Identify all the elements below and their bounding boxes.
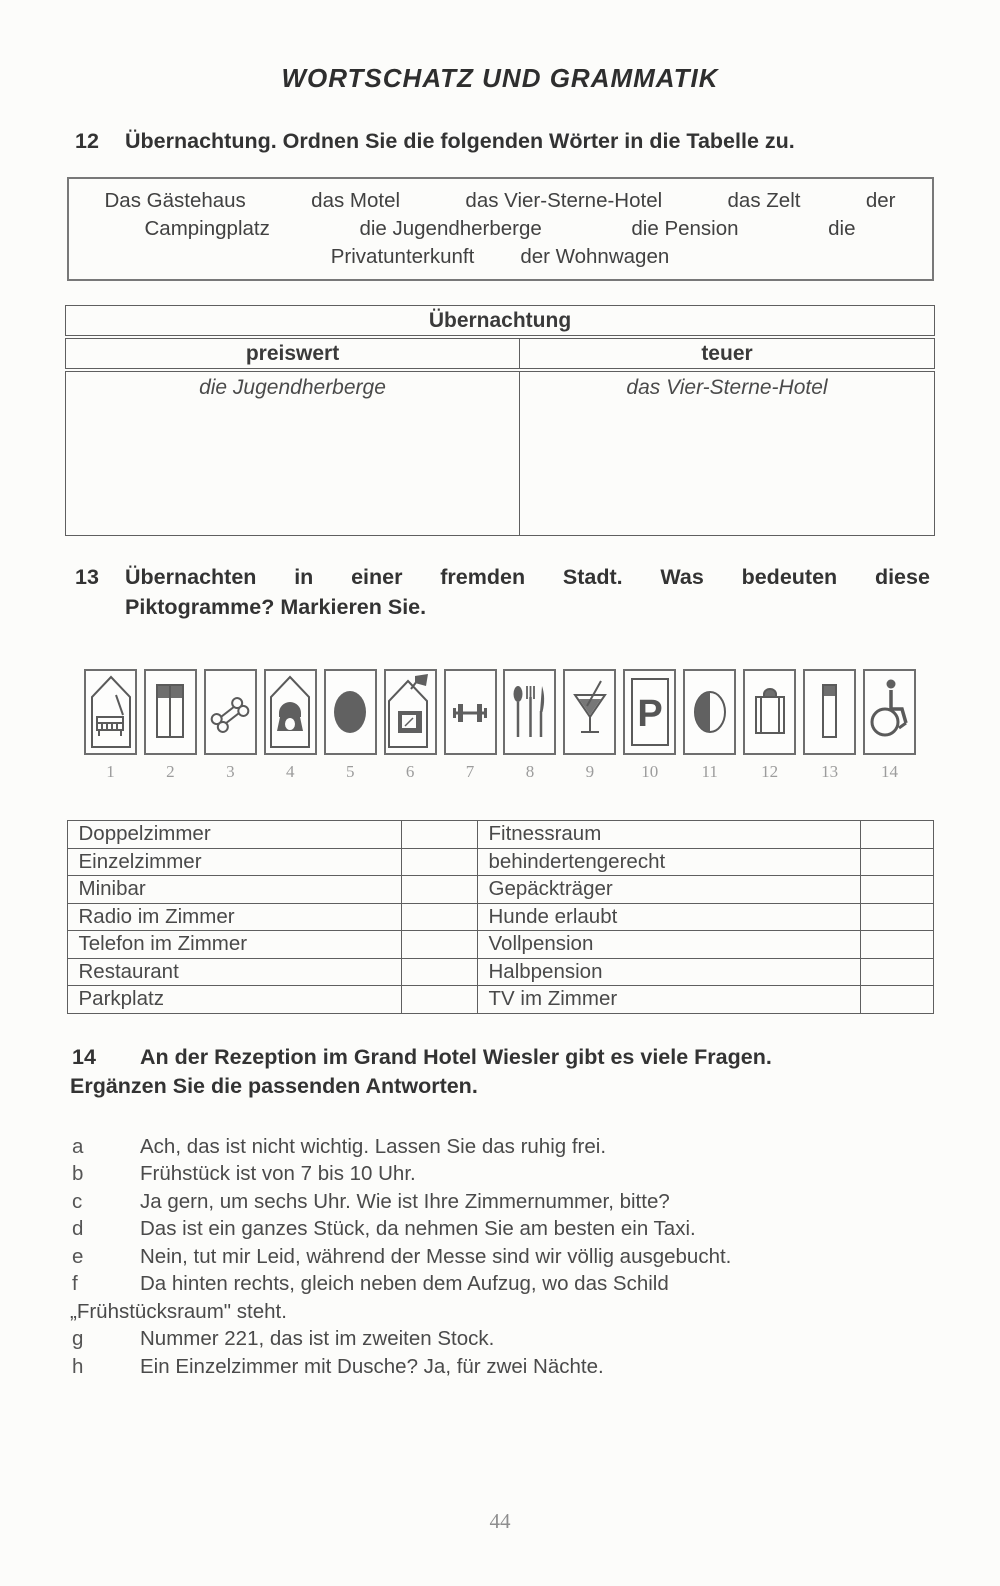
pictogram-box <box>743 669 796 755</box>
meaning-label: Telefon im Zimmer <box>67 931 401 959</box>
word: Campingplatz <box>144 217 270 240</box>
pictogram-box <box>803 669 856 755</box>
table-row <box>67 958 933 986</box>
answer-text: Das ist ein ganzes Stück, da nehmen Sie am besten ein Taxi. <box>140 1217 696 1240</box>
table-title-cell: Übernachtung <box>66 306 935 338</box>
answer-cell[interactable] <box>860 931 933 959</box>
answer-cell[interactable] <box>401 903 477 931</box>
pictogram-14 <box>863 669 916 782</box>
suitcase-icon <box>747 673 793 751</box>
word-box-line-2 <box>69 216 932 241</box>
exercise-number: 13 <box>75 565 99 589</box>
meaning-label: Doppelzimmer <box>67 821 401 849</box>
meaning-label: Hunde erlaubt <box>477 903 860 931</box>
exercise-12-heading <box>0 128 1000 155</box>
answer-cell[interactable] <box>860 848 933 876</box>
answer-list <box>0 1134 1000 1380</box>
meaning-label: TV im Zimmer <box>477 986 860 1014</box>
pictogram-5 <box>324 669 377 782</box>
table-row <box>67 876 933 904</box>
table-row <box>67 848 933 876</box>
pictogram-box <box>503 669 556 755</box>
exercise-number: 12 <box>75 129 99 153</box>
pictogram-number: 8 <box>525 762 535 781</box>
word: der <box>865 189 896 212</box>
tv-in-house-icon <box>387 673 433 751</box>
meaning-label: Vollpension <box>477 931 860 959</box>
table-row <box>66 370 935 536</box>
answer-cell-preiswert[interactable]: die Jugendherberge <box>66 370 520 536</box>
answer-item-h <box>0 1354 1000 1380</box>
column-header-preiswert: preiswert <box>66 337 520 370</box>
answer-letter: b <box>72 1162 84 1185</box>
full-circle-icon <box>327 673 373 751</box>
pictogram-box <box>683 669 736 755</box>
uebernachtung-table <box>65 305 935 536</box>
pictogram-box <box>204 669 257 755</box>
bone-icon <box>207 673 253 751</box>
heading-word: Übernachten <box>125 565 257 589</box>
bottle-icon <box>807 673 853 751</box>
answer-text: Da hinten rechts, gleich neben dem Aufzug, wo das Schild <box>140 1272 669 1295</box>
answer-text: Ach, das ist nicht wichtig. Lassen Sie das ruhig frei. <box>140 1134 607 1158</box>
pictogram-10 <box>623 669 676 782</box>
pictogram-box <box>444 669 497 755</box>
pictogram-strip <box>84 669 916 782</box>
exercise-13-heading <box>0 564 1000 591</box>
answer-cell[interactable] <box>860 986 933 1014</box>
pictogram-number: 4 <box>286 762 295 781</box>
answer-item-f-continuation: „Frühstücksraum" steht. <box>70 1299 287 1323</box>
answer-cell-teuer[interactable]: das Vier-Sterne-Hotel <box>520 370 935 536</box>
pictogram-1 <box>84 669 137 782</box>
answer-cell[interactable] <box>401 821 477 849</box>
answer-cell[interactable] <box>860 903 933 931</box>
dumbbell-icon <box>447 673 493 751</box>
parking-letter: P <box>637 693 663 735</box>
table-row <box>67 821 933 849</box>
answer-cell[interactable] <box>860 876 933 904</box>
page-title: WORTSCHATZ UND GRAMMATIK <box>281 63 719 93</box>
answer-cell[interactable] <box>401 958 477 986</box>
pictogram-number: 7 <box>465 762 475 781</box>
word: Das Gästehaus <box>104 189 246 212</box>
answer-item-b <box>0 1161 1000 1187</box>
word: die <box>828 217 856 240</box>
pictogram-13 <box>803 669 856 782</box>
answer-letter: c <box>72 1189 83 1213</box>
pictogram-8 <box>503 669 556 782</box>
pictogram-meaning-table <box>67 820 934 1014</box>
word: das Vier-Sterne-Hotel <box>465 189 663 212</box>
pictogram-number: 1 <box>106 762 115 781</box>
cocktail-icon <box>567 673 613 751</box>
pictogram-box <box>384 669 437 755</box>
pictogram-box <box>264 669 317 755</box>
table-row <box>67 903 933 931</box>
answer-letter: h <box>72 1354 84 1378</box>
heading-word: in <box>294 565 314 589</box>
heading-word: bedeuten <box>741 565 838 589</box>
meaning-label: Radio im Zimmer <box>67 903 401 931</box>
meaning-label: Fitnessraum <box>477 821 860 849</box>
word-box-line-3 <box>69 244 932 269</box>
answer-text: Frühstück ist von 7 bis 10 Uhr. <box>140 1162 416 1185</box>
exercise-14-heading-line1: An der Rezeption im Grand Hotel Wiesler gibt es viele Fragen. <box>140 1044 772 1069</box>
meaning-label: Minibar <box>67 876 401 904</box>
exercise-13-heading-line1 <box>125 564 930 591</box>
heading-word: diese <box>874 565 930 589</box>
exercise-12-heading-text: Übernachtung. Ordnen Sie die folgenden Wörter in die Tabelle zu. <box>125 129 795 153</box>
pictogram-number: 5 <box>345 762 355 781</box>
answer-item-d <box>0 1216 1000 1242</box>
answer-item-a <box>0 1134 1000 1160</box>
pictogram-box <box>563 669 616 755</box>
answer-cell[interactable] <box>860 821 933 849</box>
pictogram-11 <box>683 669 736 782</box>
meaning-label: Einzelzimmer <box>67 848 401 876</box>
pictogram-4 <box>264 669 317 782</box>
telephone-in-house-icon <box>267 673 313 751</box>
word: die Pension <box>631 217 739 240</box>
pictogram-9 <box>563 669 616 782</box>
pictogram-number: 13 <box>821 762 839 781</box>
table-row <box>66 306 935 338</box>
table-row <box>67 931 933 959</box>
meaning-label: behindertengerecht <box>477 848 860 876</box>
answer-cell[interactable] <box>401 986 477 1014</box>
pictogram-box <box>324 669 377 755</box>
exercise-number: 14 <box>72 1044 96 1069</box>
exercise-14-heading <box>0 1044 1000 1071</box>
answer-text: Ein Einzelzimmer mit Dusche? Ja, für zwei Nächte. <box>140 1354 604 1378</box>
answer-text: Nummer 221, das ist im zweiten Stock. <box>140 1327 495 1350</box>
pictogram-3 <box>204 669 257 782</box>
answer-item-g <box>0 1326 1000 1352</box>
heading-word: Stadt. <box>562 565 623 589</box>
word: Privatunterkunft <box>330 245 475 268</box>
word-box-line-1 <box>69 188 932 213</box>
word: der Wohnwagen <box>520 245 670 268</box>
heading-word: einer <box>351 565 403 589</box>
answer-text: Nein, tut mir Leid, während der Messe sind wir völlig ausgebucht. <box>140 1244 732 1268</box>
pictogram-box <box>623 669 676 755</box>
answer-cell[interactable] <box>401 848 477 876</box>
pictogram-number: 6 <box>405 762 415 781</box>
twin-beds-icon <box>147 673 193 751</box>
cutlery-icon <box>507 673 553 751</box>
table-row <box>67 986 933 1014</box>
pictogram-box <box>863 669 916 755</box>
pictogram-box <box>144 669 197 755</box>
answer-text: Ja gern, um sechs Uhr. Wie ist Ihre Zimmernummer, bitte? <box>140 1189 670 1213</box>
wheelchair-icon <box>866 673 912 751</box>
pictogram-6 <box>384 669 437 782</box>
answer-cell[interactable] <box>860 958 933 986</box>
answer-cell[interactable] <box>401 931 477 959</box>
page-number: 44 <box>489 1509 511 1533</box>
meaning-label: Restaurant <box>67 958 401 986</box>
answer-letter: g <box>72 1327 84 1350</box>
meaning-label: Halbpension <box>477 958 860 986</box>
bed-in-house-icon <box>88 673 134 751</box>
column-header-teuer: teuer <box>520 337 935 370</box>
table-row <box>66 337 935 370</box>
pictogram-2 <box>144 669 197 782</box>
meaning-label: Parkplatz <box>67 986 401 1014</box>
word-box <box>67 177 934 281</box>
answer-letter: a <box>72 1134 84 1158</box>
pictogram-number: 11 <box>701 762 718 781</box>
pictogram-number: 12 <box>761 762 779 781</box>
parking-icon <box>627 673 673 751</box>
word: das Zelt <box>727 189 801 212</box>
pictogram-number: 2 <box>166 762 175 781</box>
answer-item-c <box>0 1189 1000 1215</box>
pictogram-7 <box>444 669 497 782</box>
pictogram-number: 10 <box>641 762 659 781</box>
answer-cell[interactable] <box>401 876 477 904</box>
pictogram-12 <box>743 669 796 782</box>
pictogram-number: 9 <box>585 762 595 781</box>
pictogram-number: 3 <box>226 762 235 781</box>
meaning-label: Gepäckträger <box>477 876 860 904</box>
answer-letter: d <box>72 1217 84 1240</box>
answer-item-e <box>0 1244 1000 1270</box>
exercise-14-heading-line2: Ergänzen Sie die passenden Antworten. <box>70 1073 478 1098</box>
answer-item-f <box>0 1271 1000 1297</box>
exercise-13-heading-line2: Piktogramme? Markieren Sie. <box>125 595 427 619</box>
heading-word: fremden <box>440 565 526 589</box>
word: die Jugendherberge <box>359 217 542 240</box>
half-circle-icon <box>687 673 733 751</box>
answer-letter: f <box>72 1272 78 1295</box>
pictogram-number: 14 <box>880 762 898 781</box>
answer-letter: e <box>72 1244 84 1268</box>
word: das Motel <box>311 189 401 212</box>
pictogram-box <box>84 669 137 755</box>
heading-word: Was <box>660 565 704 589</box>
